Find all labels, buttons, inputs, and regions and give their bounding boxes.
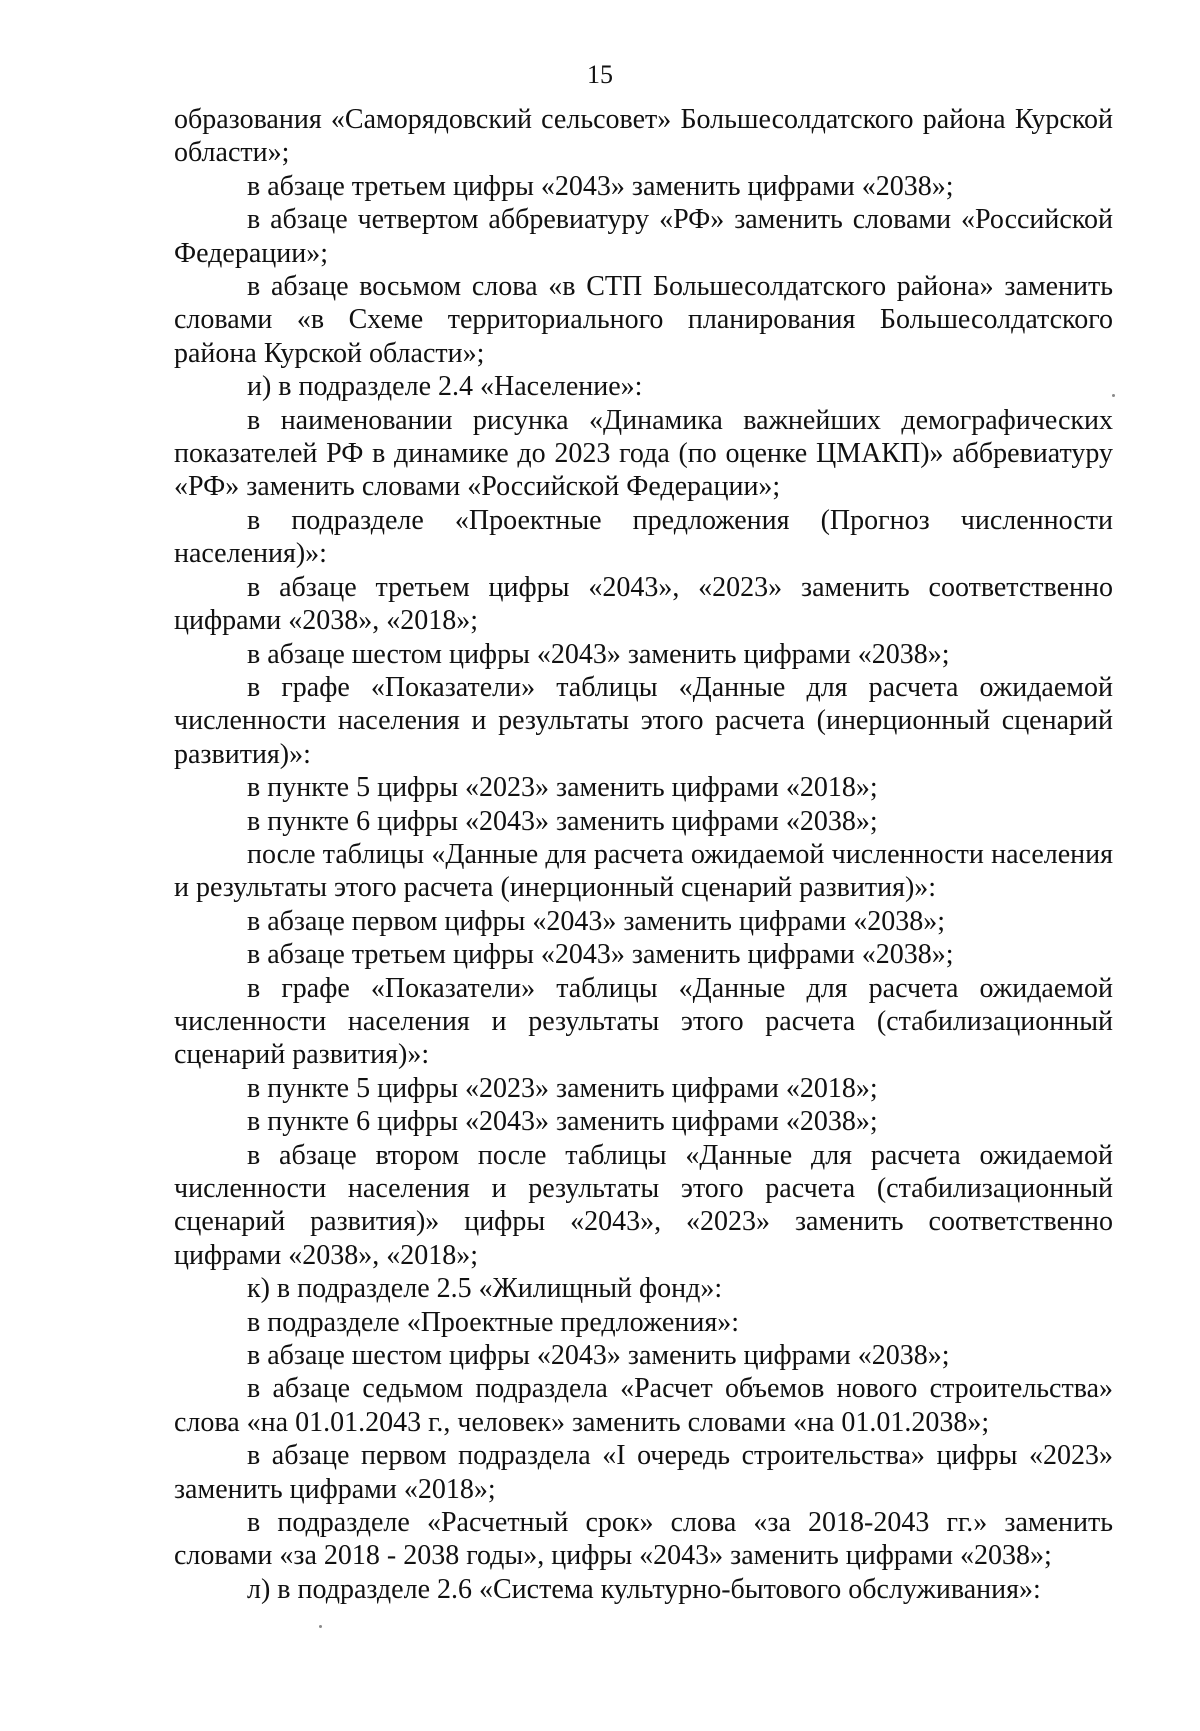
paragraph: к) в подразделе 2.5 «Жилищный фонд»:: [247, 1273, 723, 1305]
paragraph: в абзаце четвертом аббревиатуру «РФ» заменить словами «Российской Федерации»;: [174, 204, 1113, 269]
paragraph: в пункте 6 цифры «2043» заменить цифрами «2038»;: [247, 1106, 878, 1138]
document-body: [174, 103, 1113, 1606]
paragraph: в пункте 5 цифры «2023» заменить цифрами «2018»;: [247, 1072, 878, 1104]
paragraph: в подразделе «Расчетный срок» слова «за 2018-2043 гг.» заменить словами «за 2018 - 2038 годы», цифры «2043» заменить цифрами «2038»;: [174, 1507, 1113, 1572]
paragraph: в абзаце третьем цифры «2043», «2023» заменить соответственно цифрами «2038», «2018»;: [174, 571, 1113, 637]
paragraph: в графе «Показатели» таблицы «Данные для расчета ожидаемой численности населения и результаты этого расчета (инерционный сценарий развития)»:: [174, 671, 1113, 770]
paragraph: в абзаце первом подраздела «I очередь строительства» цифры «2023» заменить цифрами «2018»;: [174, 1440, 1113, 1505]
paragraph: л) в подразделе 2.6 «Система культурно-бытового обслуживания»:: [247, 1573, 1041, 1605]
paragraph: в абзаце шестом цифры «2043» заменить цифрами «2038»;: [247, 1340, 950, 1372]
paragraph: в абзаце восьмом слова «в СТП Большесолдатского района» заменить словами «в Схеме территориального планирования Большесолдатского района Курской области»;: [174, 271, 1113, 369]
scan-speck: [1112, 394, 1115, 397]
paragraph: в подразделе «Проектные предложения (Прогноз численности населения)»:: [174, 504, 1113, 570]
paragraph: в абзаце шестом цифры «2043» заменить цифрами «2038»;: [247, 638, 950, 670]
paragraph: в абзаце втором после таблицы «Данные для расчета ожидаемой численности населения и результаты этого расчета (стабилизационный сценарий развития)» цифры «2043», «2023» заменить соответственно цифрами «2038», «2018»;: [174, 1139, 1113, 1271]
paragraph: в абзаце первом цифры «2043» заменить цифрами «2038»;: [247, 905, 945, 937]
paragraph: в абзаце третьем цифры «2043» заменить цифрами «2038»;: [247, 939, 954, 971]
paragraph: после таблицы «Данные для расчета ожидаемой численности населения и результаты этого расчета (инерционный сценарий развития)»:: [174, 838, 1113, 904]
paragraph: в подразделе «Проектные предложения»:: [247, 1306, 739, 1338]
paragraph: в наименовании рисунка «Динамика важнейших демографических показателей РФ в динамике до 2023 года (по оценке ЦМАКП)» аббревиатуру «РФ» заменить словами «Российской Федерации»;: [174, 404, 1113, 503]
paragraph: в пункте 5 цифры «2023» заменить цифрами «2018»;: [247, 772, 878, 804]
paragraph: в абзаце седьмом подраздела «Расчет объемов нового строительства» слова «на 01.01.2043 г., человек» заменить словами «на 01.01.2038»;: [174, 1373, 1113, 1438]
paragraph: в графе «Показатели» таблицы «Данные для расчета ожидаемой численности населения и результаты этого расчета (стабилизационный сценарий развития)»:: [174, 972, 1113, 1071]
paragraph: образования «Саморядовский сельсовет» Большесолдатского района Курской области»;: [174, 104, 1113, 169]
paragraph: в пункте 6 цифры «2043» заменить цифрами «2038»;: [247, 805, 878, 837]
paragraph: и) в подразделе 2.4 «Население»:: [247, 371, 643, 403]
page-number: 15: [587, 60, 613, 89]
paragraph: в абзаце третьем цифры «2043» заменить цифрами «2038»;: [247, 170, 954, 202]
scan-speck: [319, 1625, 322, 1628]
